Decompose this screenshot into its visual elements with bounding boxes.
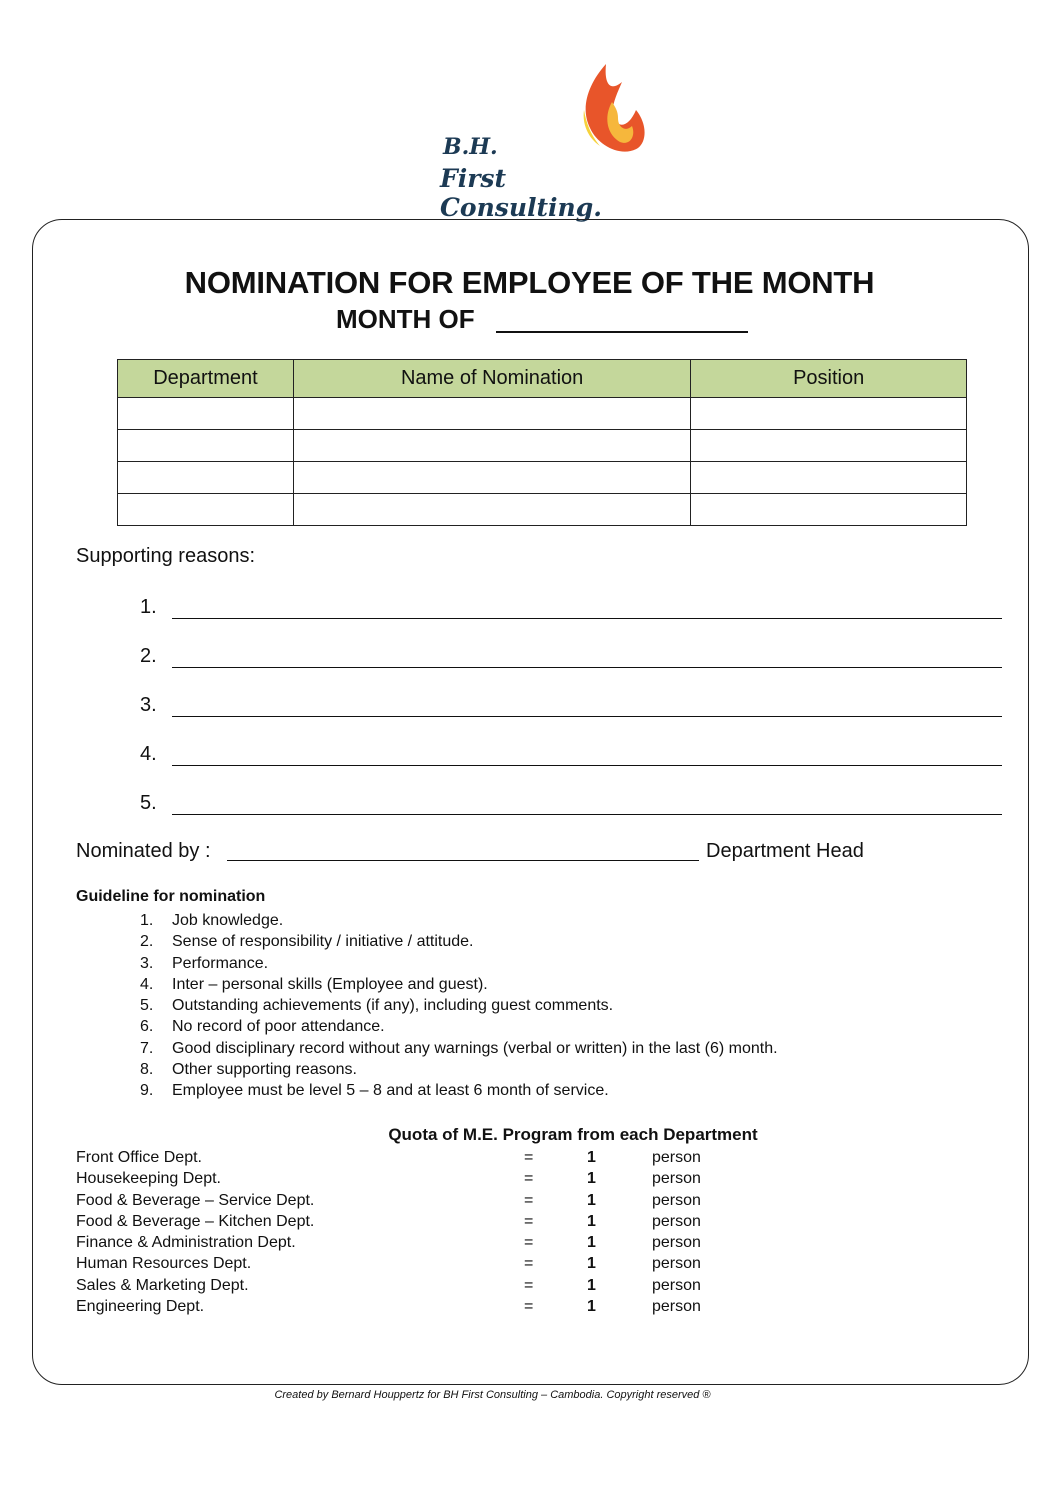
department-cell[interactable]	[118, 494, 294, 526]
quota-count: 1	[587, 1149, 596, 1166]
reason-line[interactable]	[140, 596, 1002, 620]
guideline-number: 5.	[140, 997, 154, 1015]
column-header-name: Name of Nomination	[293, 360, 690, 398]
department-cell[interactable]	[118, 462, 294, 494]
reason-number: 4.	[140, 743, 157, 765]
quota-unit: person	[652, 1170, 701, 1188]
guideline-text: Employee must be level 5 – 8 and at least 6 month of service.	[172, 1082, 609, 1100]
position-cell[interactable]	[691, 462, 967, 494]
quota-department: Sales & Marketing Dept.	[76, 1276, 249, 1294]
quota-unit: person	[652, 1255, 701, 1273]
reason-line[interactable]	[140, 743, 1002, 767]
department-cell[interactable]	[118, 430, 294, 462]
table-row	[118, 462, 967, 494]
list-item	[140, 1038, 778, 1059]
reason-number: 1.	[140, 596, 157, 618]
reason-number: 3.	[140, 694, 157, 716]
table-row	[118, 430, 967, 462]
quota-equals: =	[524, 1170, 534, 1188]
quota-unit: person	[652, 1234, 701, 1252]
list-item	[140, 974, 778, 995]
quota-count: 1	[587, 1255, 596, 1273]
list-item	[140, 995, 778, 1016]
guideline-number: 4.	[140, 975, 154, 993]
month-input-line[interactable]	[496, 331, 748, 333]
quota-title: Quota of M.E. Program from each Department	[388, 1125, 758, 1144]
company-logo	[438, 62, 650, 222]
guideline-text: No record of poor attendance.	[172, 1018, 385, 1036]
department-cell[interactable]	[118, 398, 294, 430]
guideline-list	[140, 910, 778, 1102]
quota-equals: =	[524, 1255, 534, 1273]
list-item	[140, 910, 778, 931]
quota-row	[76, 1232, 776, 1253]
guideline-number: 7.	[140, 1039, 154, 1057]
table-header-row	[118, 360, 967, 398]
position-cell[interactable]	[691, 430, 967, 462]
month-label: MONTH OF	[336, 304, 475, 334]
quota-count: 1	[587, 1298, 596, 1316]
column-header-position: Position	[691, 360, 967, 398]
name-cell[interactable]	[293, 430, 690, 462]
guideline-title: Guideline for nomination	[76, 888, 266, 905]
quota-unit: person	[652, 1191, 701, 1209]
quota-row	[76, 1147, 776, 1168]
guideline-text: Job knowledge.	[172, 912, 284, 929]
quota-department: Front Office Dept.	[76, 1149, 202, 1166]
quota-count: 1	[587, 1170, 596, 1188]
form-title: NOMINATION FOR EMPLOYEE OF THE MONTH	[184, 265, 875, 300]
nominated-by-input-line[interactable]	[227, 860, 699, 861]
table-row	[118, 398, 967, 430]
nomination-table	[117, 359, 967, 526]
logo-text-initials: B.H.	[443, 134, 498, 160]
list-item	[140, 1016, 778, 1037]
list-item	[140, 1080, 778, 1101]
quota-count: 1	[587, 1191, 596, 1209]
quota-department: Food & Beverage – Service Dept.	[76, 1191, 315, 1209]
quota-list	[76, 1147, 776, 1317]
department-head-label: Department Head	[706, 840, 864, 862]
quota-row	[76, 1296, 776, 1317]
quota-unit: person	[652, 1212, 701, 1230]
name-cell[interactable]	[293, 462, 690, 494]
quota-equals: =	[524, 1212, 534, 1230]
column-header-department: Department	[118, 360, 294, 398]
logo-text-name: First Consulting.	[440, 164, 602, 222]
name-cell[interactable]	[293, 494, 690, 526]
guideline-number: 1.	[140, 912, 154, 929]
quota-department: Human Resources Dept.	[76, 1255, 252, 1273]
list-item	[140, 1059, 778, 1080]
quota-department: Housekeeping Dept.	[76, 1170, 221, 1188]
copyright-footer: Created by Bernard Houppertz for BH First Consulting – Cambodia. Copyright reserved ®	[274, 1389, 711, 1401]
position-cell[interactable]	[691, 494, 967, 526]
quota-equals: =	[524, 1276, 534, 1294]
quota-row	[76, 1168, 776, 1189]
guideline-text: Outstanding achievements (if any), including guest comments.	[172, 997, 614, 1015]
quota-equals: =	[524, 1191, 534, 1209]
position-cell[interactable]	[691, 398, 967, 430]
reason-number: 2.	[140, 645, 157, 667]
quota-count: 1	[587, 1234, 596, 1252]
list-item	[140, 931, 778, 952]
quota-row	[76, 1275, 776, 1296]
quota-unit: person	[652, 1298, 701, 1316]
list-item	[140, 953, 778, 974]
guideline-text: Good disciplinary record without any warnings (verbal or written) in the last (6) month.	[172, 1039, 778, 1057]
reason-line[interactable]	[140, 694, 1002, 718]
guideline-text: Sense of responsibility / initiative / attitude.	[172, 933, 474, 951]
guideline-text: Performance.	[172, 954, 269, 972]
quota-count: 1	[587, 1276, 596, 1294]
nominated-by-label: Nominated by :	[76, 840, 211, 862]
flame-icon	[576, 62, 648, 162]
quota-row	[76, 1190, 776, 1211]
quota-department: Engineering Dept.	[76, 1298, 205, 1316]
table-row	[118, 494, 967, 526]
quota-department: Food & Beverage – Kitchen Dept.	[76, 1212, 315, 1230]
quota-equals: =	[524, 1149, 534, 1166]
quota-count: 1	[587, 1212, 596, 1230]
quota-equals: =	[524, 1298, 534, 1316]
guideline-number: 9.	[140, 1082, 154, 1100]
guideline-number: 6.	[140, 1018, 154, 1036]
quota-equals: =	[524, 1234, 534, 1252]
guideline-number: 2.	[140, 933, 154, 951]
name-cell[interactable]	[293, 398, 690, 430]
reason-line[interactable]	[140, 645, 1002, 669]
quota-department: Finance & Administration Dept.	[76, 1234, 296, 1252]
quota-row	[76, 1253, 776, 1274]
guideline-text: Inter – personal skills (Employee and guest).	[172, 975, 488, 993]
quota-row	[76, 1211, 776, 1232]
guideline-number: 3.	[140, 954, 154, 972]
quota-unit: person	[652, 1276, 701, 1294]
supporting-reasons-label: Supporting reasons:	[76, 545, 256, 567]
quota-unit: person	[652, 1149, 701, 1166]
guideline-text: Other supporting reasons.	[172, 1061, 357, 1079]
reason-number: 5.	[140, 792, 157, 814]
guideline-number: 8.	[140, 1061, 154, 1079]
reason-line[interactable]	[140, 792, 1002, 816]
